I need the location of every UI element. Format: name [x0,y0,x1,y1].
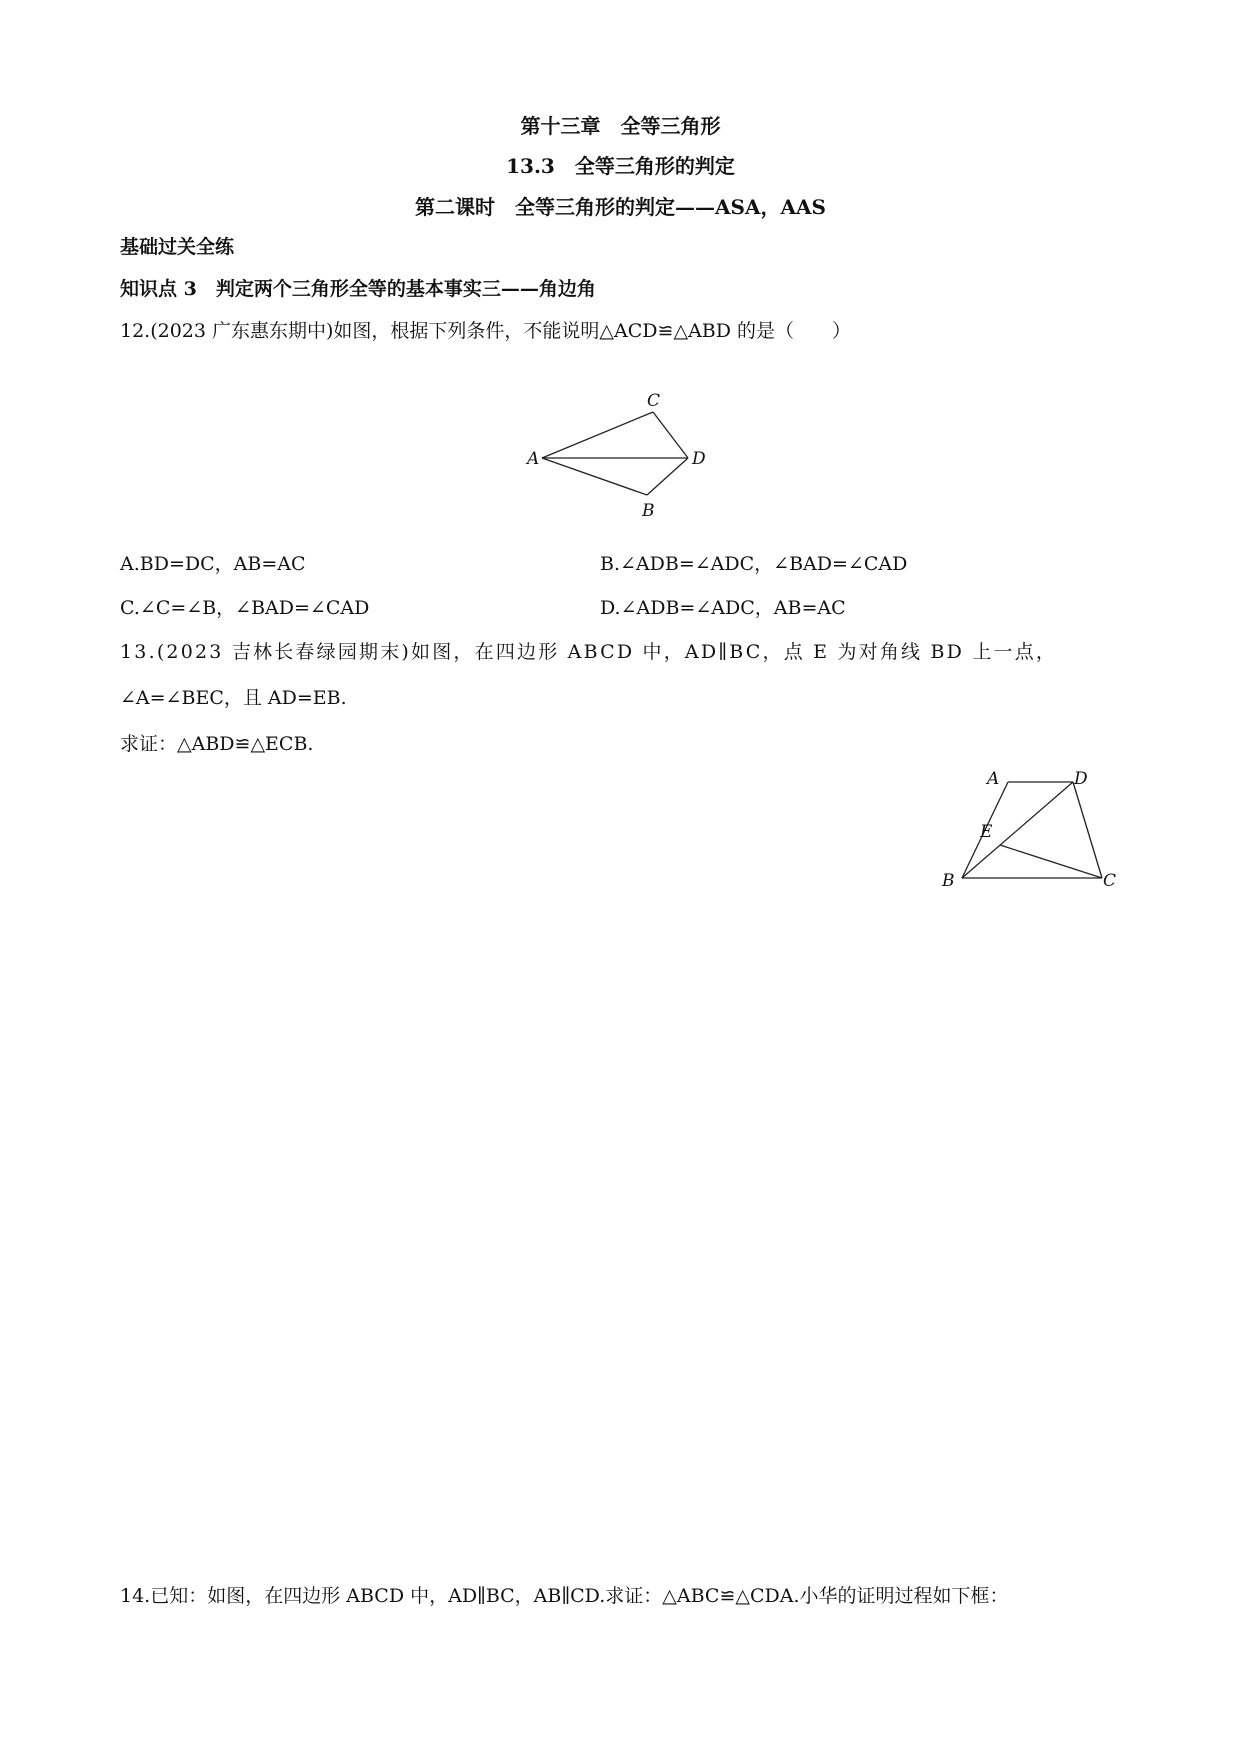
question-12-option-b: B.∠ADB=∠ADC，∠BAD=∠CAD [600,553,908,575]
section-title: 13.3 全等三角形的判定 [506,154,735,178]
question-14-stem: 14.已知：如图，在四边形 ABCD 中，AD∥BC，AB∥CD.求证：△ABC≌△CDA.小华的证明过程如下框： [120,1585,1009,1607]
label-b: B [942,871,955,891]
segment-ec [1000,845,1102,878]
question-13-prove: 求证：△ABD≌△ECB. [120,733,314,755]
segment-ab [542,458,647,495]
label-b: B [642,501,655,521]
label-c: C [1103,871,1117,891]
label-a: A [987,769,1000,789]
question-12-option-a: A.BD=DC，AB=AC [120,553,306,575]
segment-dc [1073,782,1102,878]
label-a: A [527,449,540,469]
question-12-option-c: C.∠C=∠B，∠BAD=∠CAD [120,597,370,619]
label-d: D [692,449,706,469]
knowledge-point-heading: 知识点 3 判定两个三角形全等的基本事实三——角边角 [120,278,596,300]
question-13-line-2: ∠A=∠BEC，且 AD=EB. [120,687,347,709]
figure-triangles-acd-abd [520,390,740,520]
label-d: D [1074,769,1088,789]
practice-heading: 基础过关全练 [120,236,235,258]
lesson-title: 第二课时 全等三角形的判定——ASA，AAS [415,195,826,219]
question-13-line-1: 13.(2023 吉林长春绿园期末)如图，在四边形 ABCD 中，AD∥BC，点 E 为对角线 BD 上一点， [120,641,1058,663]
question-12-stem: 12.(2023 广东惠东期中)如图，根据下列条件，不能说明△ACD≌△ABD 的是（ ） [120,320,852,342]
chapter-title: 第十三章 全等三角形 [520,114,721,138]
question-12-option-d: D.∠ADB=∠ADC，AB=AC [600,597,846,619]
segment-bd [647,458,688,495]
segment-ac [542,412,653,458]
figure-quadrilateral-abcd [920,760,1140,900]
label-e: E [980,822,993,842]
segment-cd [653,412,688,458]
label-c: C [647,391,661,411]
